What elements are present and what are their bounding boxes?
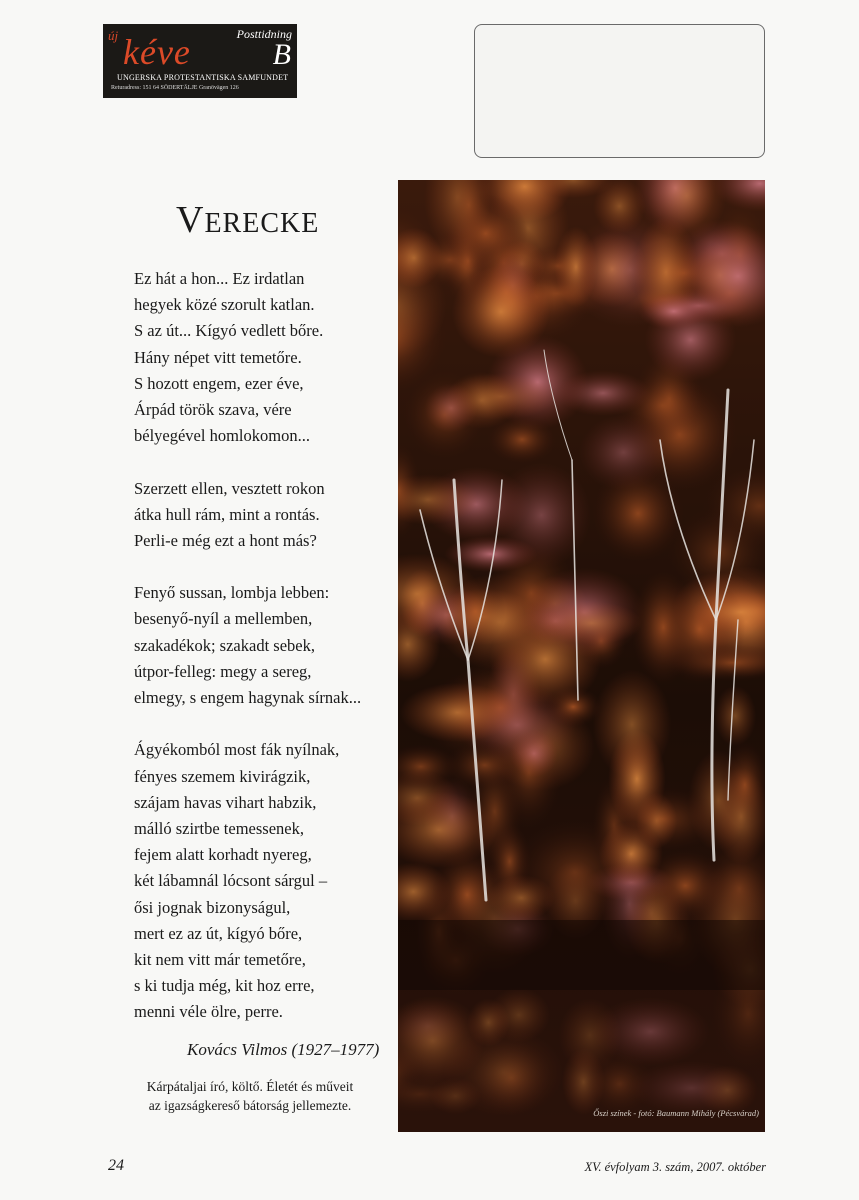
masthead-prefix: új <box>108 28 119 43</box>
author-bio <box>130 1077 370 1115</box>
poem-line: Hány népet vitt temetőre. <box>134 347 302 367</box>
poem-line: Árpád török szava, vére <box>134 399 292 419</box>
forest-illustration <box>398 180 765 1132</box>
bio-line: az igazságkereső bátorság jellemezte. <box>148 1098 352 1113</box>
poem-line: S az út... Kígyó vedlett bőre. <box>134 321 324 341</box>
poem-line: mert ez az út, kígyó bőre, <box>134 923 303 943</box>
stanza-gap <box>134 449 394 475</box>
poem-line: besenyő-nyíl a mellemben, <box>134 609 313 629</box>
poem-line: Szerzett ellen, vesztett rokon <box>134 478 325 498</box>
poem-line: fejem alatt korhadt nyereg, <box>134 845 312 865</box>
foliage-patch <box>452 266 550 359</box>
masthead-address: Returadress: 151 64 SÖDERTÄLJE Granövägen 126 <box>111 85 239 91</box>
poem-line: s ki tudja még, kit hoz erre, <box>134 976 315 996</box>
poem-title-initial: V <box>176 199 205 241</box>
poem-line: ősi jognak bizonyságul, <box>134 897 291 917</box>
foliage-patch <box>400 683 516 742</box>
foliage-patch <box>593 670 672 780</box>
foliage-patch <box>593 180 645 235</box>
foliage-patch <box>492 462 591 568</box>
poem-line: Ez hát a hon... Ez irdatlan <box>134 269 305 288</box>
poem-line: elmegy, s engem hagynak sírnak... <box>134 688 362 707</box>
stanza-gap <box>134 554 394 580</box>
photo-caption: Őszi színek - fotó: Baumann Mihály (Pécsvárad) <box>593 1108 759 1118</box>
poem-line: Fenyő sussan, lombja lebben: <box>134 583 330 603</box>
masthead-posttidning: Posttidning <box>236 27 292 41</box>
poem-line: átka hull rám, mint a rontás. <box>134 504 320 524</box>
poem-line: bélyegével homlokomon... <box>134 426 310 446</box>
foliage-patch <box>555 370 650 416</box>
poem-title <box>176 198 319 242</box>
poem-line: szájam havas vihart habzik, <box>134 792 317 812</box>
poem-body <box>134 266 394 1025</box>
foliage-patch <box>714 686 756 747</box>
poem-line: hegyek közé szorult katlan. <box>134 295 315 315</box>
poem-line: Ágyékomból most fák nyílnak, <box>134 740 340 760</box>
address-window <box>474 24 765 158</box>
foliage-patch <box>579 415 668 490</box>
masthead-logo <box>103 24 297 98</box>
poem-line: fényes szemem kivirágzik, <box>134 766 311 786</box>
poem-line: S hozott engem, ezer éve, <box>134 373 304 393</box>
page-number: 24 <box>108 1157 124 1174</box>
poem-line: útpor-felleg: megy a sereg, <box>134 661 312 681</box>
poem-line: szakadékok; szakadt sebek, <box>134 635 315 655</box>
foliage-patch <box>445 740 525 790</box>
foliage-patch <box>559 998 621 1073</box>
stanza-gap <box>134 711 394 737</box>
masthead-class-letter: B <box>272 38 291 71</box>
masthead-title: kéve <box>123 32 191 72</box>
issue-info: XV. évfolyam 3. szám, 2007. október <box>584 1160 766 1174</box>
poem-author: Kovács Vilmos (1927–1977) <box>187 1040 380 1059</box>
poem-line: menni véle ölre, perre. <box>134 1002 283 1022</box>
poem-line: két lábamnál lócsont sárgul – <box>134 871 328 891</box>
bio-line: Kárpátaljai író, költő. Életét és műveit <box>146 1079 354 1094</box>
foliage-patch <box>403 371 486 459</box>
foliage-patch <box>638 293 709 330</box>
poem-line: Perli-e még ezt a hont más? <box>134 530 317 550</box>
poem-line: málló szirtbe temessenek, <box>134 818 304 838</box>
masthead-organization: UNGERSKA PROTESTANTISKA SAMFUNDET <box>117 73 289 82</box>
poem-title-rest: ERECKE <box>204 208 320 239</box>
autumn-forest-photo <box>398 180 765 1132</box>
shadow-band <box>398 920 765 990</box>
poem-line: kit nem vitt már temetőre, <box>134 949 306 969</box>
